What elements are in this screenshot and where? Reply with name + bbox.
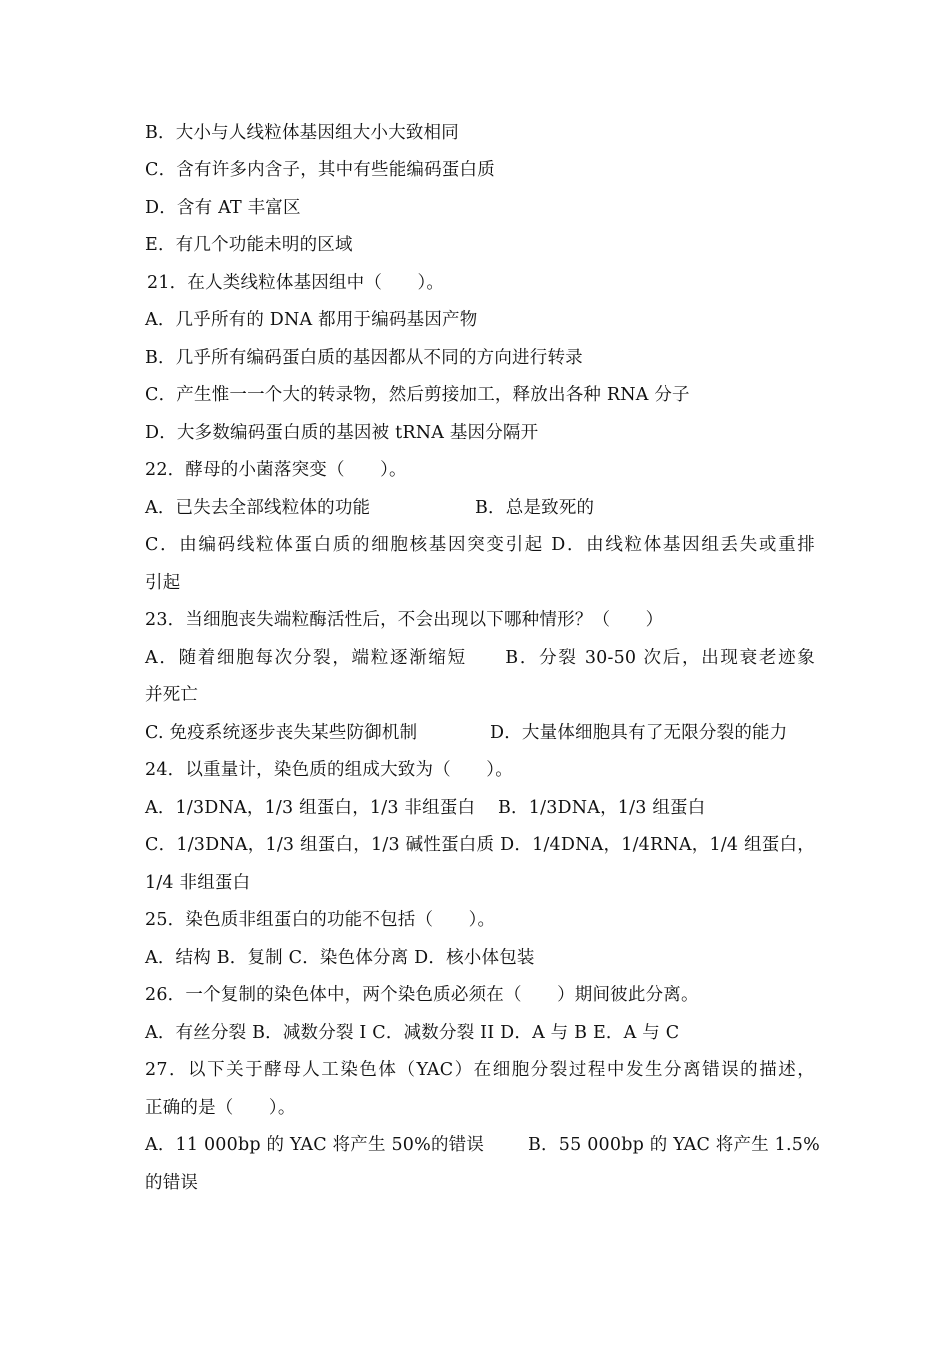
option-d-q21: D．大多数编码蛋白质的基因被 tRNA 基因分隔开: [145, 423, 539, 443]
option-a-q24: A．1/3DNA，1/3 组蛋白，1/3 非组蛋白: [145, 798, 476, 818]
question-25: 25．染色质非组蛋白的功能不包括（ ）。: [145, 910, 496, 930]
options-ab-q23-cont: 并死亡: [145, 685, 199, 705]
options-ab-q24: [145, 796, 815, 820]
option-d-q20: D．含有 AT 丰富区: [145, 198, 301, 218]
options-cd-q24-cont: 1/4 非组蛋白: [145, 873, 251, 893]
options-cd-q23: [145, 721, 815, 745]
question-26: 26．一个复制的染色体中，两个染色质必须在（ ）期间彼此分离。: [145, 985, 699, 1005]
options-q25: A．结构 B．复制 C．染色体分离 D．核小体包装: [145, 948, 535, 968]
options-cd-q24: C．1/3DNA，1/3 组蛋白，1/3 碱性蛋白质 D．1/4DNA，1/4RNA，1/4 组蛋白，: [145, 835, 815, 855]
option-b-q24: B．1/3DNA，1/3 组蛋白: [498, 798, 706, 818]
question-21: 21．在人类线粒体基因组中（ ）。: [147, 273, 445, 293]
option-b-q20: B．大小与人线粒体基因组大小大致相同: [145, 123, 459, 143]
options-ab-q22: [145, 496, 815, 520]
option-c-q20: C．含有许多内含子，其中有些能编码蛋白质: [145, 160, 495, 180]
option-a-q21: A．几乎所有的 DNA 都用于编码基因产物: [145, 310, 478, 330]
option-b-q27: B．55 000bp 的 YAC 将产生 1.5%: [528, 1135, 820, 1155]
option-b-q21: B．几乎所有编码蛋白质的基因都从不同的方向进行转录: [145, 348, 583, 368]
options-cd-q22: C．由编码线粒体蛋白质的细胞核基因突变引起 D．由线粒体基因组丢失或重排: [145, 535, 815, 555]
question-23: 23．当细胞丧失端粒酶活性后，不会出现以下哪种情形？（ ）: [145, 610, 664, 630]
option-c-q21: C．产生惟一一个大的转录物，然后剪接加工，释放出各种 RNA 分子: [145, 385, 690, 405]
question-27: 27．以下关于酵母人工染色体（YAC）在细胞分裂过程中发生分离错误的描述，: [145, 1060, 815, 1080]
options-q26: A．有丝分裂 B．减数分裂 I C．减数分裂 II D．A 与 B E．A 与 C: [145, 1023, 680, 1043]
option-e-q20: E．有几个功能未明的区域: [145, 235, 353, 255]
option-d-q23: D．大量体细胞具有了无限分裂的能力: [490, 723, 788, 743]
question-22: 22．酵母的小菌落突变（ ）。: [145, 460, 407, 480]
option-b-q22: B．总是致死的: [475, 498, 595, 518]
options-ab-q23: A．随着细胞每次分裂，端粒逐渐缩短 B．分裂 30-50 次后，出现衰老迹象: [145, 648, 815, 668]
question-24: 24．以重量计，染色质的组成大致为（ ）。: [145, 760, 513, 780]
option-c-q23: C. 免疫系统逐步丧失某些防御机制: [145, 723, 418, 743]
question-27-cont: 正确的是（ ）。: [145, 1098, 296, 1118]
option-a-q27: A．11 000bp 的 YAC 将产生 50%的错误: [145, 1135, 485, 1155]
options-cd-q22-cont: 引起: [145, 573, 181, 593]
options-ab-q27: [145, 1133, 820, 1157]
options-ab-q27-cont: 的错误: [145, 1173, 199, 1193]
option-a-q22: A．已失去全部线粒体的功能: [145, 498, 371, 518]
